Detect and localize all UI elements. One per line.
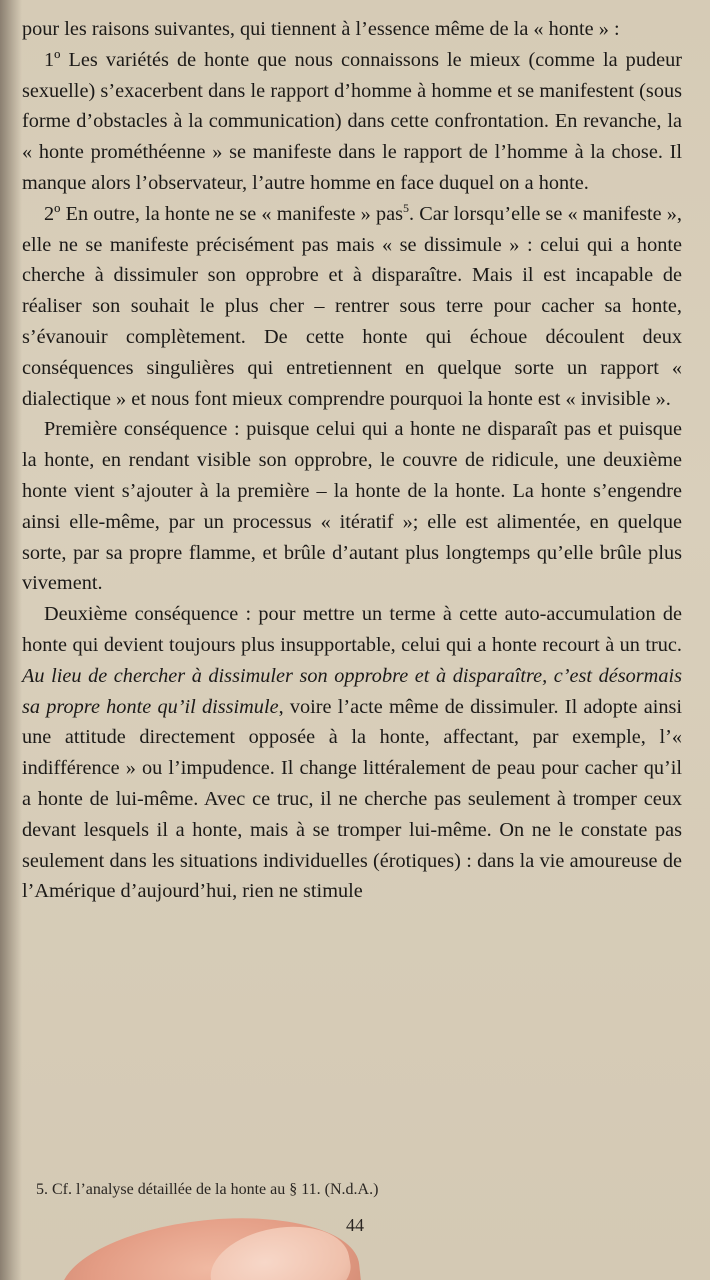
italic-emphasis: Au lieu de chercher à dissimuler son opprobre et à disparaître, c’est désormais sa propre honte qu’il dissimule: [22, 664, 682, 718]
body-text: [22, 14, 682, 907]
page-number: 44: [346, 1215, 364, 1235]
book-gutter-shadow: [0, 0, 22, 1280]
paragraph-second-consequence-start: Deuxième conséquence : pour mettre un terme à cette auto-accumulation de honte qui devient toujours plus insupportable, celui qui a honte recourt à un truc.: [22, 603, 682, 656]
paragraph-point-1: 1º Les variétés de honte que nous connaissons le mieux (comme la pudeur sexuelle) s’exacerbent dans le rapport d’homme à homme et se manifestent (sous forme d’obstacles à la communication) dans cette confrontation. En revanche, la « honte prométhéenne » se manifeste dans le rapport de l’homme à la chose. Il manque alors l’observateur, l’autre homme en face duquel on a honte.: [22, 48, 682, 194]
footnote: 5. Cf. l’analyse détaillée de la honte au § 11. (N.d.A.): [36, 1181, 379, 1198]
paragraph-intro: pour les raisons suivantes, qui tiennent à l’essence même de la « honte » :: [22, 18, 620, 40]
paragraph-second-consequence: [22, 599, 682, 907]
paragraph-second-consequence-end: , voire l’acte même de dissimuler. Il adopte ainsi une attitude directement opposée à la honte, affectant, par exemple, l’« indifférence » ou l’impudence. Il change littéralement de peau pour cacher qu’il a honte de lui-même. Avec ce truc, il ne cherche pas seulement à tromper ceux devant lesquels il a honte, mais à se tromper lui-même. On ne le constate pas seulement dans les situations individuelles (érotiques) : dans la vie amoureuse de l’Amérique d’aujourd’hui, rien ne stimule: [22, 695, 682, 903]
paragraph-first-consequence: Première conséquence : puisque celui qui a honte ne disparaît pas et puisque la honte, en rendant visible son opprobre, le couvre de ridicule, une deuxième honte vient s’ajouter à la première – la honte de la honte. La honte s’engendre ainsi elle-même, par un processus « itératif »; elle est alimentée, en quelque sorte, par sa propre flamme, et brûle d’autant plus longtemps qu’elle brûle plus vivement.: [22, 418, 682, 595]
paragraph-point-2-start: 2º En outre, la honte ne se « manifeste » pas: [44, 202, 403, 225]
footnote-reference: 5: [402, 201, 409, 216]
paragraph-point-2-end: . Car lorsqu’elle se « manifeste », elle ne se manifeste précisément pas mais « se dissimule » : celui qui a honte cherche à dissimuler son opprobre et à disparaître. Mais il est incapable de réaliser son souhait le plus cher – rentrer sous terre pour cacher sa honte, s’évanouir complètement. De cette honte qui échoue découlent deux conséquences singulières qui entretiennent en quelque sorte un rapport « dialectique » et nous font mieux comprendre pourquoi la honte est « invisible ».: [22, 202, 682, 410]
paragraph-point-2: [22, 199, 682, 415]
